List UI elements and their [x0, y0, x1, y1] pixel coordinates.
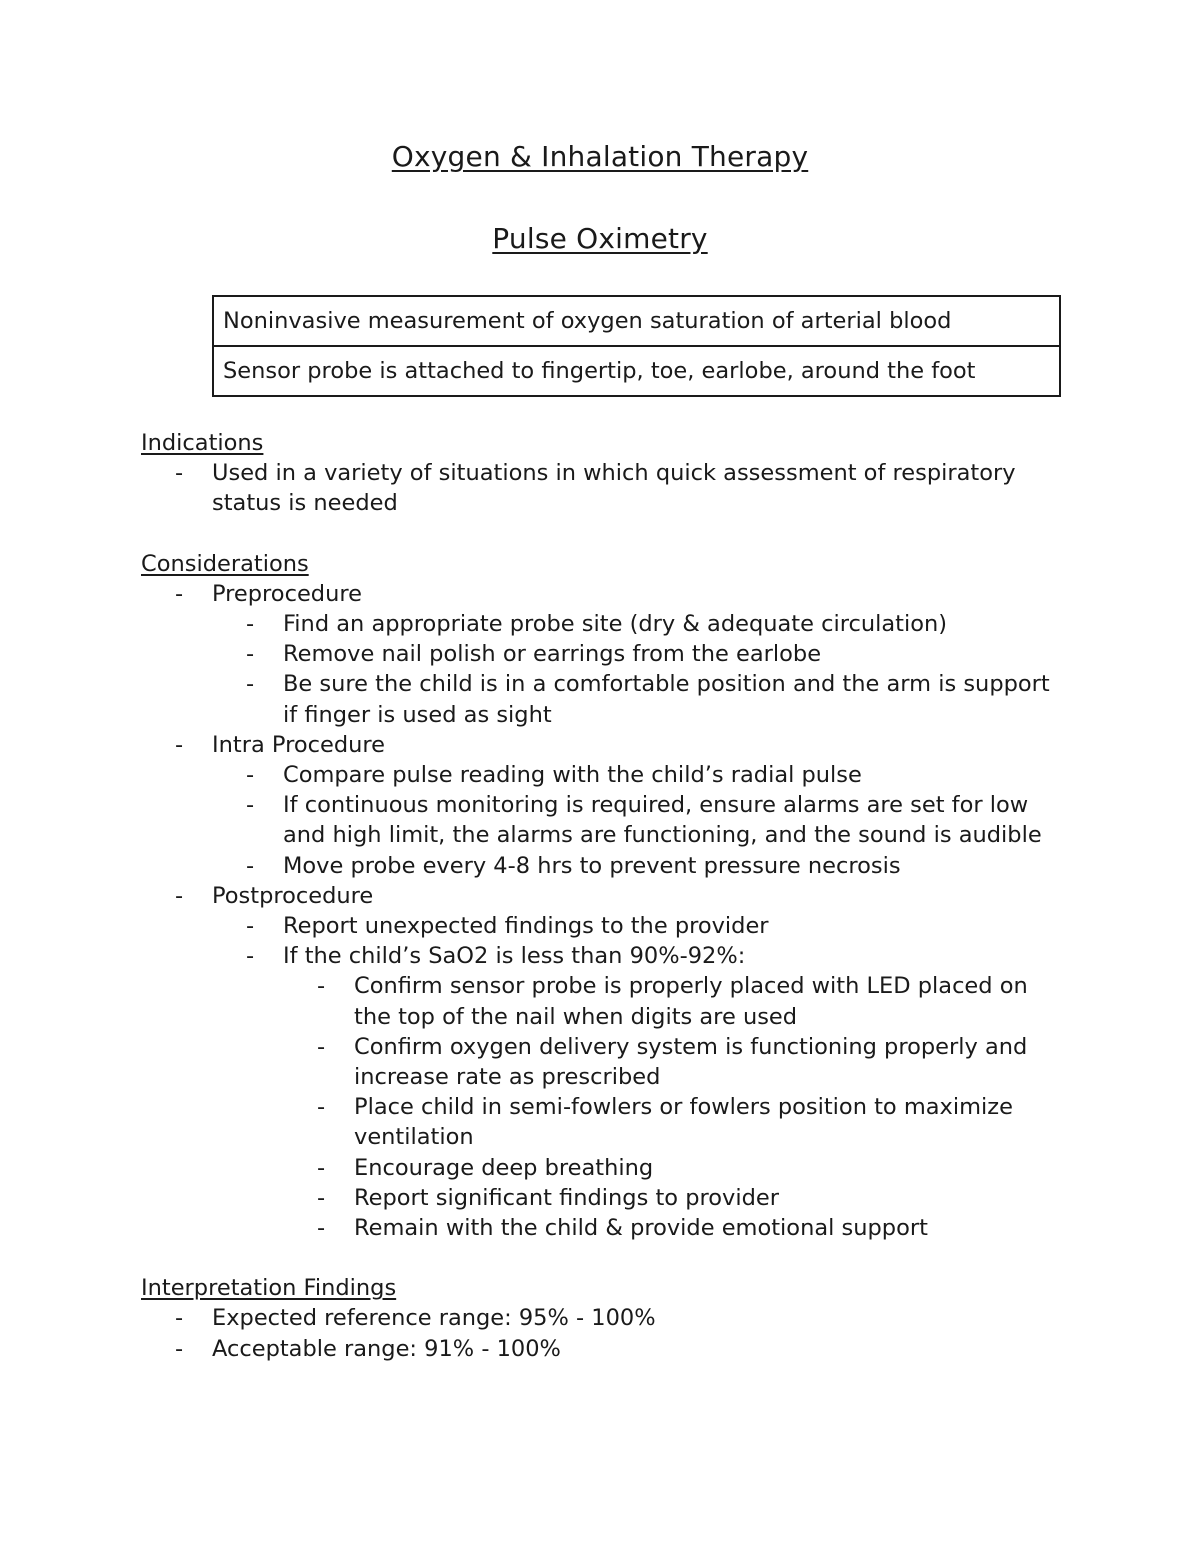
- list-item: [283, 1153, 1071, 1183]
- table-row: [213, 346, 1060, 396]
- list-item: [212, 639, 1071, 669]
- list-item-postprocedure: [141, 881, 1071, 1243]
- document-body: [141, 428, 1071, 1394]
- list-item-label: Preprocedure: [212, 580, 362, 607]
- section-heading-interpretation: Interpretation Findings: [141, 1275, 397, 1302]
- interpretation-list: [141, 1303, 1071, 1363]
- dash-bullet: -: [246, 671, 255, 698]
- list-item: [283, 1213, 1071, 1243]
- list-item-intraprocedure: [141, 730, 1071, 881]
- dash-bullet: -: [317, 1033, 326, 1060]
- list-item: [212, 851, 1071, 881]
- indications-section: [141, 428, 1071, 519]
- list-item-text: Report significant findings to provider: [354, 1184, 779, 1211]
- list-item: [212, 941, 1071, 1243]
- list-item-text: Expected reference range: 95% - 100%: [212, 1305, 656, 1332]
- dash-bullet: -: [317, 973, 326, 1000]
- postprocedure-list: [212, 911, 1071, 1243]
- dash-bullet: -: [175, 1335, 184, 1362]
- summary-table: [212, 295, 1061, 397]
- list-item-text: Acceptable range: 91% - 100%: [212, 1335, 561, 1362]
- list-item-label: Postprocedure: [212, 882, 374, 909]
- list-item: [212, 911, 1071, 941]
- considerations-list: [141, 579, 1071, 1243]
- list-item-label: Intra Procedure: [212, 731, 385, 758]
- dash-bullet: -: [246, 611, 255, 638]
- list-item-text: Move probe every 4-8 hrs to prevent pressure necrosis: [283, 852, 901, 879]
- list-item-text: Report unexpected findings to the provider: [283, 913, 769, 940]
- list-item: [212, 609, 1071, 639]
- list-item-text: If continuous monitoring is required, ensure alarms are set for low and high limit, the alarms are functioning, and the sound is audible: [283, 792, 1042, 849]
- dash-bullet: -: [317, 1154, 326, 1181]
- considerations-section: [141, 549, 1071, 1244]
- preprocedure-list: [212, 609, 1071, 730]
- list-item-text: Remain with the child & provide emotional support: [354, 1215, 928, 1242]
- table-cell: Noninvasive measurement of oxygen saturation of arterial blood: [213, 296, 1060, 346]
- dash-bullet: -: [317, 1215, 326, 1242]
- list-item-text: Encourage deep breathing: [354, 1154, 654, 1181]
- dash-bullet: -: [175, 460, 184, 487]
- dash-bullet: -: [246, 943, 255, 970]
- document-subtitle: Pulse Oximetry: [492, 222, 708, 255]
- dash-bullet: -: [175, 731, 184, 758]
- interpretation-section: [141, 1273, 1071, 1364]
- list-item: [212, 760, 1071, 790]
- list-item: [283, 1092, 1071, 1152]
- list-item-text: Be sure the child is in a comfortable position and the arm is support if finger is used as sight: [283, 671, 1050, 728]
- list-item: [283, 1183, 1071, 1213]
- indications-list: [141, 458, 1071, 518]
- dash-bullet: -: [317, 1184, 326, 1211]
- list-item: [141, 1334, 1071, 1364]
- list-item: [283, 971, 1071, 1031]
- intraprocedure-list: [212, 760, 1071, 881]
- list-item-text: Confirm oxygen delivery system is functioning properly and increase rate as prescribed: [354, 1033, 1028, 1091]
- dash-bullet: -: [246, 913, 255, 940]
- list-item: [283, 1032, 1071, 1092]
- list-item-text: Find an appropriate probe site (dry & adequate circulation): [283, 611, 948, 638]
- dash-bullet: -: [175, 882, 184, 909]
- list-item-text: Used in a variety of situations in which quick assessment of respiratory status is needed: [212, 460, 1016, 517]
- list-item: [141, 458, 1071, 518]
- table-row: [213, 296, 1060, 346]
- section-heading-indications: Indications: [141, 430, 264, 456]
- list-item-text: Place child in semi-fowlers or fowlers position to maximize ventilation: [354, 1094, 1013, 1151]
- table-cell: Sensor probe is attached to fingertip, toe, earlobe, around the foot: [213, 346, 1060, 396]
- dash-bullet: -: [317, 1094, 326, 1121]
- document-title: Oxygen & Inhalation Therapy: [391, 140, 809, 173]
- section-heading-considerations: Considerations: [141, 550, 309, 577]
- list-item-text: If the child’s SaO2 is less than 90%-92%:: [283, 943, 746, 970]
- dash-bullet: -: [246, 641, 255, 668]
- dash-bullet: -: [246, 852, 255, 879]
- list-item-preprocedure: [141, 579, 1071, 730]
- dash-bullet: -: [246, 762, 255, 789]
- list-item-text: Compare pulse reading with the child’s radial pulse: [283, 762, 862, 789]
- dash-bullet: -: [175, 580, 184, 607]
- list-item-text: Confirm sensor probe is properly placed with LED placed on the top of the nail when digits are used: [354, 973, 1028, 1030]
- sao2-actions-list: [283, 971, 1071, 1243]
- dash-bullet: -: [246, 792, 255, 819]
- list-item: [212, 669, 1071, 729]
- list-item: [212, 790, 1071, 850]
- dash-bullet: -: [175, 1305, 184, 1332]
- list-item: [141, 1303, 1071, 1333]
- list-item-text: Remove nail polish or earrings from the earlobe: [283, 641, 822, 668]
